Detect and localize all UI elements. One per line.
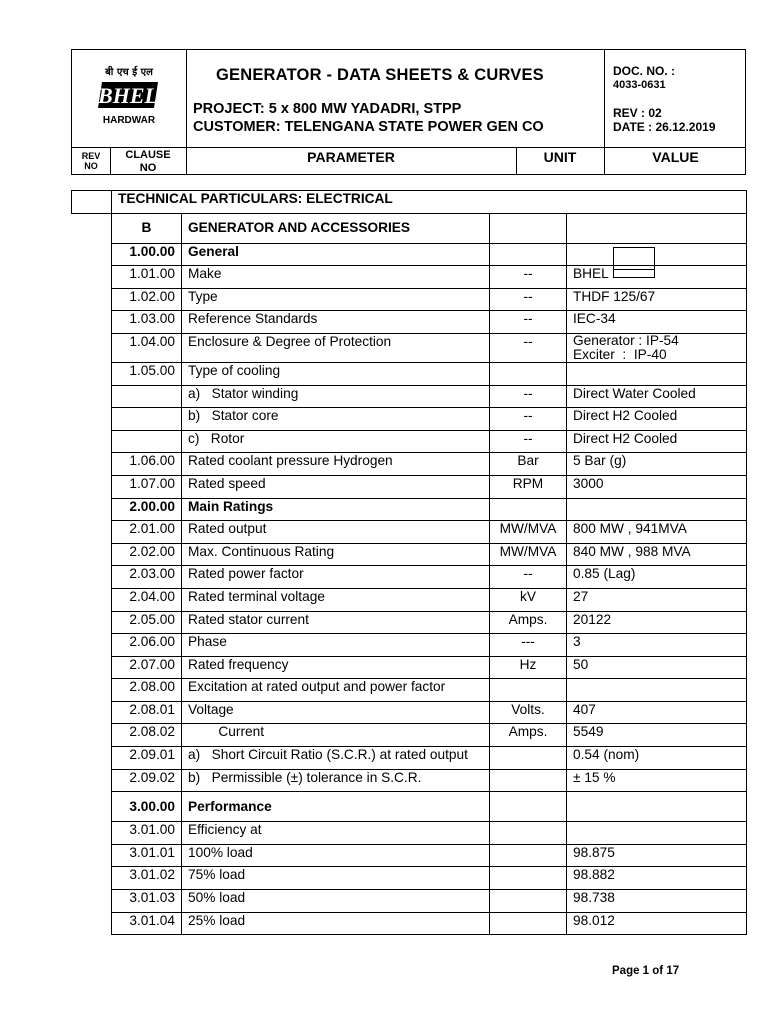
unit-cell: --: [490, 333, 567, 362]
table-row: [72, 385, 747, 408]
value-cell: Direct H2 Cooled: [567, 430, 747, 453]
unit-cell: [490, 243, 567, 266]
value-cell: 98.012: [567, 912, 747, 935]
table-row: [72, 867, 747, 890]
value-cell: 50: [567, 656, 747, 679]
table-row: [72, 566, 747, 589]
bhel-logo-icon: [96, 78, 162, 112]
value-cell: 3: [567, 634, 747, 657]
table-row: [72, 634, 747, 657]
table-row: [72, 311, 747, 334]
unit-cell: Amps.: [490, 724, 567, 747]
section-title: TECHNICAL PARTICULARS: ELECTRICAL: [112, 191, 747, 214]
table-row: [72, 362, 747, 385]
unit-cell: --: [490, 408, 567, 431]
table-row: [72, 213, 747, 243]
document-date: DATE : 26.12.2019: [613, 120, 716, 134]
company-logo: [72, 50, 186, 147]
parameter-cell: b) Stator core: [182, 408, 490, 431]
revision: REV : 02: [613, 106, 662, 120]
parameter-cell: 100% load: [182, 844, 490, 867]
clause-cell: 1.03.00: [112, 311, 182, 334]
column-header-parameter: PARAMETER: [307, 149, 395, 165]
value-cell: [567, 822, 747, 845]
parameter-cell: Performance: [182, 792, 490, 822]
logo-hindi-text: बी एच ई एल: [105, 67, 153, 78]
clause-cell: [112, 408, 182, 431]
unit-cell: --: [490, 430, 567, 453]
value-cell: BHEL: [567, 266, 747, 289]
parameter-cell: GENERATOR AND ACCESSORIES: [182, 213, 490, 243]
unit-cell: kV: [490, 588, 567, 611]
table-row: [72, 498, 747, 521]
parameter-cell: Type: [182, 288, 490, 311]
table-row: [72, 792, 747, 822]
column-header-unit: UNIT: [543, 149, 577, 165]
clause-cell: 2.09.01: [112, 747, 182, 770]
column-header-clause-no: CLAUSE NO: [125, 149, 171, 174]
project-name: PROJECT: 5 x 800 MW YADADRI, STPP: [193, 101, 462, 117]
clause-cell: 2.09.02: [112, 769, 182, 792]
clause-cell: 3.01.01: [112, 844, 182, 867]
clause-cell: 1.06.00: [112, 453, 182, 476]
unit-cell: --: [490, 288, 567, 311]
doc-no-label: DOC. NO. :: [613, 64, 675, 78]
value-cell: [567, 213, 747, 243]
table-row: [72, 430, 747, 453]
clause-cell: 1.07.00: [112, 475, 182, 498]
column-header-rev-no: REV NO: [81, 151, 101, 171]
parameter-cell: a) Stator winding: [182, 385, 490, 408]
rev-cell: [613, 247, 655, 271]
unit-cell: [490, 498, 567, 521]
table-row: [72, 588, 747, 611]
parameter-cell: Rated coolant pressure Hydrogen: [182, 453, 490, 476]
unit-cell: Amps.: [490, 611, 567, 634]
table-row: [72, 475, 747, 498]
unit-cell: [490, 890, 567, 913]
doc-no-value: 4033-0631: [613, 79, 666, 91]
clause-cell: 2.08.01: [112, 701, 182, 724]
unit-cell: Hz: [490, 656, 567, 679]
value-cell: 20122: [567, 611, 747, 634]
value-cell: 27: [567, 588, 747, 611]
value-cell: 5549: [567, 724, 747, 747]
value-cell: 407: [567, 701, 747, 724]
unit-cell: MW/MVA: [490, 543, 567, 566]
clause-cell: 3.01.03: [112, 890, 182, 913]
clause-cell: 1.02.00: [112, 288, 182, 311]
value-cell: 840 MW , 988 MVA: [567, 543, 747, 566]
table-row: [72, 890, 747, 913]
parameter-cell: Rated speed: [182, 475, 490, 498]
clause-cell: 3.01.04: [112, 912, 182, 935]
clause-cell: 2.07.00: [112, 656, 182, 679]
table-row: [72, 656, 747, 679]
parameter-cell: Rated stator current: [182, 611, 490, 634]
unit-cell: --: [490, 266, 567, 289]
unit-cell: Volts.: [490, 701, 567, 724]
parameter-cell: Enclosure & Degree of Protection: [182, 333, 490, 362]
value-cell: 98.738: [567, 890, 747, 913]
unit-cell: [490, 912, 567, 935]
table-row: [72, 769, 747, 792]
value-line: Generator : IP-54: [573, 333, 679, 348]
table-row: [72, 679, 747, 702]
value-cell: IEC-34: [567, 311, 747, 334]
table-row: [72, 747, 747, 770]
table-row: [72, 543, 747, 566]
value-cell: ± 15 %: [567, 769, 747, 792]
clause-cell: 3.00.00: [112, 792, 182, 822]
unit-cell: [490, 747, 567, 770]
value-cell: 3000: [567, 475, 747, 498]
value-cell: [567, 792, 747, 822]
clause-cell: 1.01.00: [112, 266, 182, 289]
unit-cell: ---: [490, 634, 567, 657]
clause-cell: 2.08.00: [112, 679, 182, 702]
parameter-cell: 75% load: [182, 867, 490, 890]
clause-cell: 3.01.02: [112, 867, 182, 890]
value-cell: 800 MW , 941MVA: [567, 521, 747, 544]
unit-cell: --: [490, 311, 567, 334]
unit-cell: Bar: [490, 453, 567, 476]
clause-cell: 3.01.00: [112, 822, 182, 845]
parameter-cell: Voltage: [182, 701, 490, 724]
clause-cell: 2.01.00: [112, 521, 182, 544]
parameter-cell: 25% load: [182, 912, 490, 935]
unit-cell: RPM: [490, 475, 567, 498]
value-cell: [567, 679, 747, 702]
clause-cell: 1.05.00: [112, 362, 182, 385]
parameter-cell: Current: [182, 724, 490, 747]
parameter-cell: Make: [182, 266, 490, 289]
unit-cell: [490, 679, 567, 702]
value-cell: 98.875: [567, 844, 747, 867]
document-title: GENERATOR - DATA SHEETS & CURVES: [216, 66, 544, 84]
unit-cell: [490, 867, 567, 890]
table-row: [72, 701, 747, 724]
parameter-cell: b) Permissible (±) tolerance in S.C.R.: [182, 769, 490, 792]
parameter-cell: Rated output: [182, 521, 490, 544]
clause-cell: 1.04.00: [112, 333, 182, 362]
parameter-cell: 50% load: [182, 890, 490, 913]
page-number: Page 1 of 17: [612, 965, 680, 977]
value-cell: 98.882: [567, 867, 747, 890]
column-header-value: VALUE: [652, 149, 699, 165]
unit-cell: [490, 792, 567, 822]
unit-cell: [490, 822, 567, 845]
value-cell: [567, 362, 747, 385]
clause-cell: 2.02.00: [112, 543, 182, 566]
parameter-cell: Main Ratings: [182, 498, 490, 521]
parameter-cell: Efficiency at: [182, 822, 490, 845]
clause-cell: 2.06.00: [112, 634, 182, 657]
logo-place: HARDWAR: [102, 115, 156, 126]
clause-cell: 2.05.00: [112, 611, 182, 634]
table-row: [72, 912, 747, 935]
value-cell: Direct H2 Cooled: [567, 408, 747, 431]
table-row: [72, 333, 747, 362]
value-cell: Direct Water Cooled: [567, 385, 747, 408]
value-cell: [567, 498, 747, 521]
parameter-cell: Rated terminal voltage: [182, 588, 490, 611]
table-row: [72, 724, 747, 747]
parameter-cell: Reference Standards: [182, 311, 490, 334]
table-row: [72, 408, 747, 431]
unit-cell: [490, 769, 567, 792]
table-row: [72, 822, 747, 845]
customer-name: CUSTOMER: TELENGANA STATE POWER GEN CO: [193, 119, 544, 135]
parameter-cell: Rated frequency: [182, 656, 490, 679]
clause-cell: 2.04.00: [112, 588, 182, 611]
unit-cell: [490, 213, 567, 243]
clause-cell: 2.00.00: [112, 498, 182, 521]
document-header: [71, 49, 746, 175]
parameter-cell: Phase: [182, 634, 490, 657]
parameter-cell: c) Rotor: [182, 430, 490, 453]
value-cell: [567, 243, 747, 266]
unit-cell: --: [490, 385, 567, 408]
data-table: [71, 190, 747, 935]
clause-cell: 2.03.00: [112, 566, 182, 589]
parameter-cell: Rated power factor: [182, 566, 490, 589]
value-line: Exciter : IP-40: [573, 346, 667, 362]
clause-cell: 1.00.00: [112, 243, 182, 266]
svg-text:BHEL: BHEL: [98, 83, 158, 108]
table-row: [72, 521, 747, 544]
clause-cell: 2.08.02: [112, 724, 182, 747]
table-row: [72, 453, 747, 476]
value-cell: [567, 333, 747, 362]
parameter-cell: General: [182, 243, 490, 266]
parameter-cell: a) Short Circuit Ratio (S.C.R.) at rated output: [182, 747, 490, 770]
value-cell: 0.54 (nom): [567, 747, 747, 770]
value-cell: 0.85 (Lag): [567, 566, 747, 589]
unit-cell: --: [490, 566, 567, 589]
section-title-row: [72, 191, 747, 214]
value-cell: 5 Bar (g): [567, 453, 747, 476]
clause-cell: [112, 385, 182, 408]
parameter-cell: Max. Continuous Rating: [182, 543, 490, 566]
parameter-cell: Excitation at rated output and power factor: [182, 679, 490, 702]
value-cell: THDF 125/67: [567, 288, 747, 311]
table-row: [72, 844, 747, 867]
clause-cell: B: [112, 213, 182, 243]
parameter-cell: Type of cooling: [182, 362, 490, 385]
table-row: [72, 288, 747, 311]
table-row: [72, 611, 747, 634]
unit-cell: [490, 362, 567, 385]
clause-cell: [112, 430, 182, 453]
unit-cell: [490, 844, 567, 867]
unit-cell: MW/MVA: [490, 521, 567, 544]
